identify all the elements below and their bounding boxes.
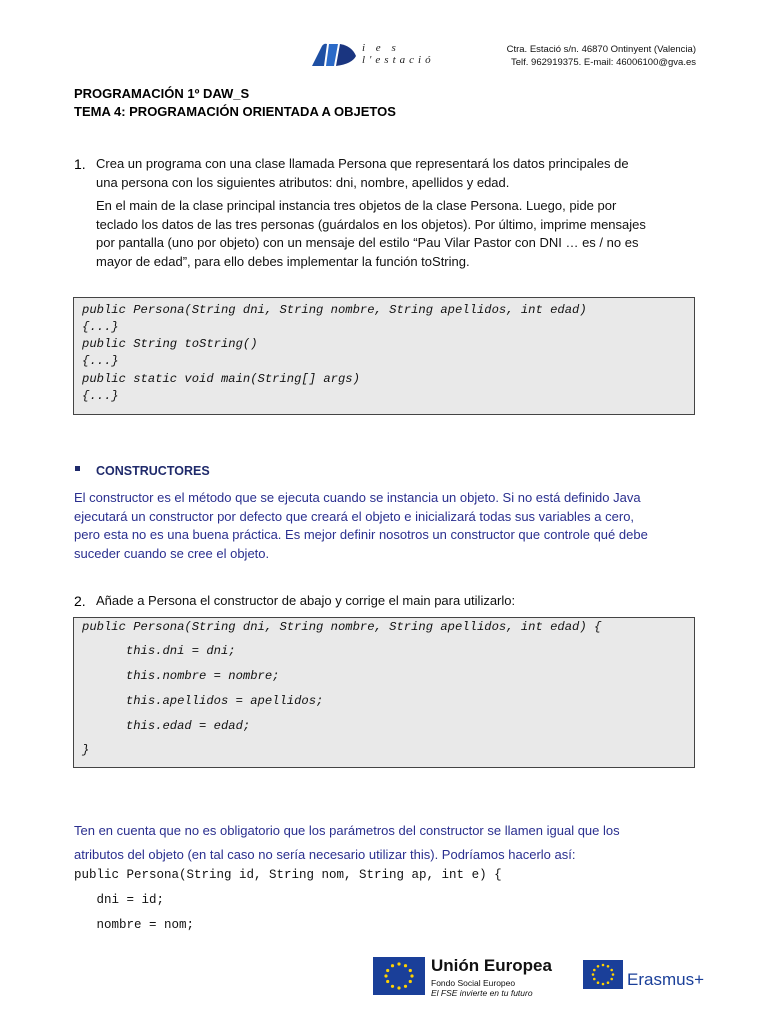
erasmus-flag-icon — [583, 960, 623, 989]
code-line: this.apellidos = apellidos; — [82, 694, 324, 708]
code-line: public Persona(String dni, String nombre, String apellidos, int edad) { — [82, 620, 602, 634]
constructors-paragraph: El constructor es el método que se ejecuta cuando se instancia un objeto. Si no está definido Java ejecutará un constructor por defecto que creará el objeto e inicializará todas sus variables a cero, pero esta no es una buena práctica. Es mejor definir nosotros un constructor que controle qué debe suceder cuando se cree el objeto. — [74, 490, 648, 561]
note-paragraph: Ten en cuenta que no es obligatorio que los parámetros del constructor se llamen igual que los atributos del objeto (en tal caso no sería necesario utilizar this). Podríamos hacerlo así: — [74, 823, 620, 862]
logo-text: i e s l'estació — [362, 42, 435, 66]
code-line: dni = id; — [74, 893, 165, 907]
code-line: {...} — [82, 320, 119, 334]
eu-motto: El FSE invierte en tu futuro — [431, 988, 533, 998]
code-block-2 — [73, 617, 695, 768]
code-line: public String toString() — [82, 337, 258, 351]
exercise-1-number: 1. — [74, 156, 86, 172]
section-heading: CONSTRUCTORES — [96, 464, 210, 478]
logo-mark-icon — [312, 42, 358, 68]
exercise-1-paragraph-1: Crea un programa con una clase llamada Persona que representará los datos principales de una persona con los siguientes atributos: dni, nombre, apellidos y edad. — [96, 156, 629, 190]
code-line: nombre = nom; — [74, 918, 195, 932]
code-block-1 — [73, 297, 695, 415]
code-line: public Persona(String dni, String nombre, String apellidos, int edad) — [82, 303, 587, 317]
eu-title: Unión Europea — [431, 956, 552, 975]
code-line: this.edad = edad; — [82, 719, 251, 733]
code-line: this.dni = dni; — [82, 644, 236, 658]
code-line: public static void main(String[] args) — [82, 372, 360, 386]
code-line: {...} — [82, 389, 119, 403]
eu-fund: Fondo Social Europeo — [431, 978, 516, 988]
code-line: } — [82, 743, 90, 757]
contact-line: Telf. 962919375. E-mail: 46006100@gva.es — [511, 57, 696, 68]
exercise-2-number: 2. — [74, 593, 86, 609]
school-logo — [312, 40, 462, 70]
code-line: public Persona(String id, String nom, String ap, int e) { — [74, 868, 502, 882]
bullet-icon — [75, 466, 80, 471]
course-title: PROGRAMACIÓN 1º DAW_S — [74, 86, 250, 101]
code-line: this.nombre = nombre; — [82, 669, 280, 683]
address-line: Ctra. Estació s/n. 46870 Ontinyent (Valencia) — [506, 44, 696, 55]
exercise-2-text: Añade a Persona el constructor de abajo y corrige el main para utilizarlo: — [96, 593, 516, 608]
exercise-1-paragraph-2: En el main de la clase principal instancia tres objetos de la clase Persona. Luego, pide por teclado los datos de las tres personas (guárdalos en los objetos). Por último, imprime mensajes por pantalla (uno por objeto) con un mensaje del estilo “Pau Vilar Pastor con DNI … es / no es mayor de edad”, para ello debes implementar la función toString. — [96, 198, 646, 269]
topic-title: TEMA 4: PROGRAMACIÓN ORIENTADA A OBJETOS — [74, 104, 396, 119]
code-line: {...} — [82, 354, 119, 368]
eu-flag-icon — [373, 957, 425, 995]
erasmus-logo-text: Erasmus+ — [627, 970, 704, 989]
school-address — [470, 43, 696, 69]
